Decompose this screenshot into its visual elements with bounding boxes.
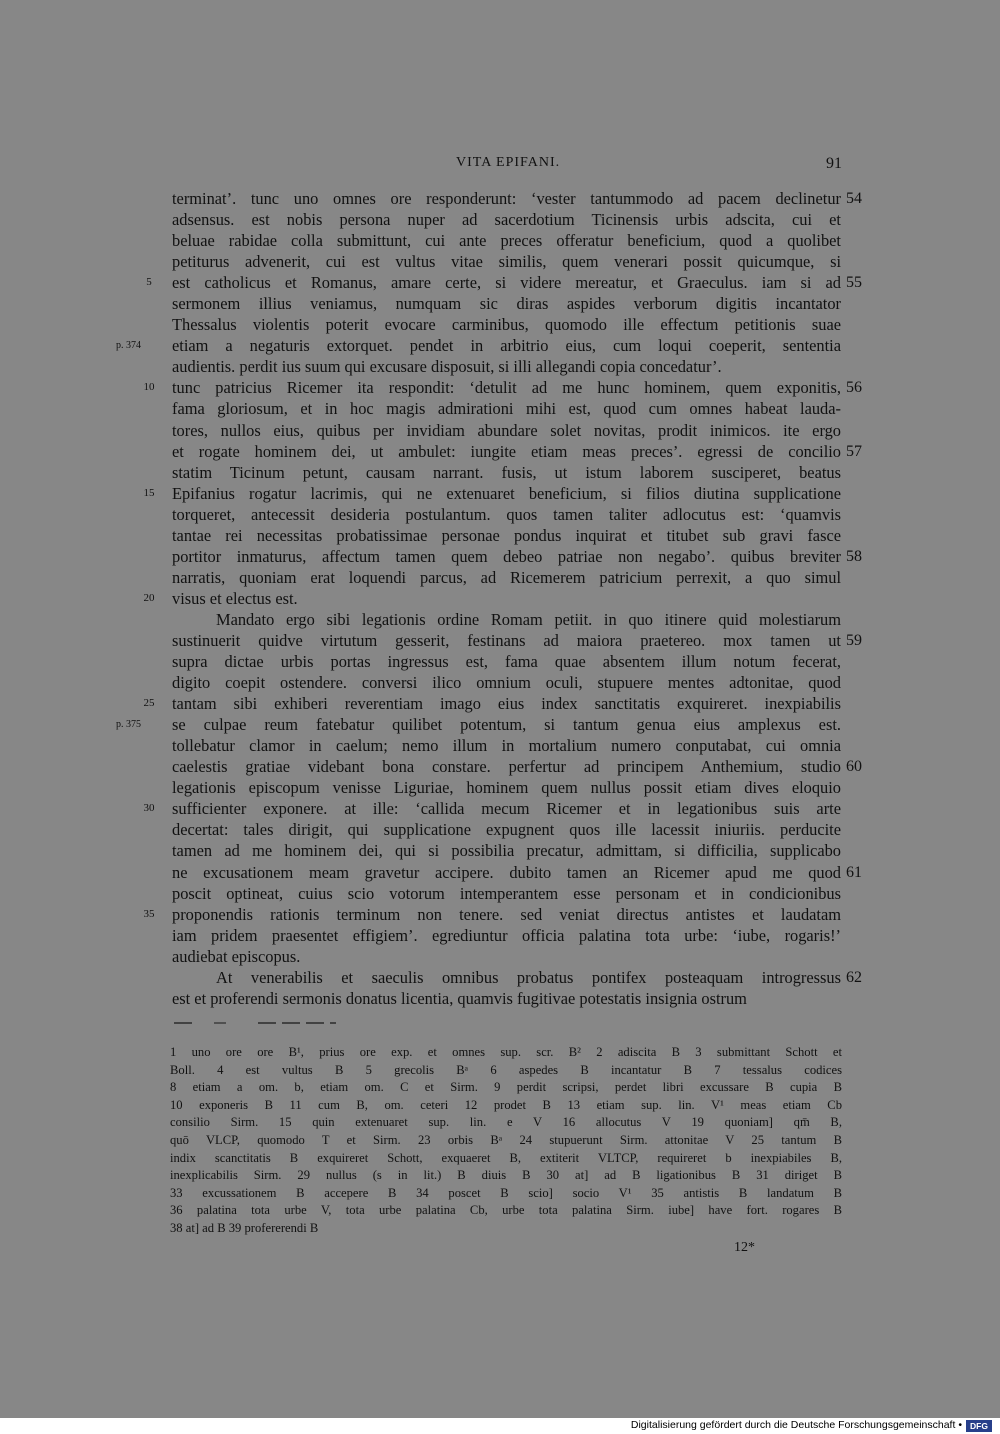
- funding-credit: Digitalisierung gefördert durch die Deutsche Forschungsgemeinschaft •: [630, 1419, 962, 1431]
- line-number: 10: [143, 381, 155, 394]
- critical-apparatus: [0, 1044, 1000, 1238]
- line-text: sufficienter exponere. at ille: ‘callida mecum Ricemer et in legationibus suis arte: [172, 799, 841, 819]
- line-text: statim Ticinum petunt, causam narrant. fusis, ut istum laborem susciperet, beatus: [172, 462, 841, 482]
- line-number: 5: [146, 276, 152, 289]
- line-text: etiam a negaturis extorquet. pendet in arbitrio eius, cum loqui coeperit, sententia: [172, 336, 841, 356]
- line-text: se culpae reum fatebatur quilibet potentum, si tantum genua eius amplexus est.: [172, 715, 841, 735]
- section-number: 58: [846, 547, 862, 565]
- section-number: 55: [846, 274, 862, 292]
- running-header-title: VITA EPIFANI.: [456, 155, 561, 170]
- text-line: [0, 967, 1000, 988]
- text-line: [0, 840, 1000, 861]
- text-line: [0, 735, 1000, 756]
- note-text: indix scanctitatis B exquireret Schott, exquaeret B, extiterit VLTCP, requireret b inexpiabiles B,: [170, 1150, 842, 1165]
- line-text: tores, nullos eius, quibus per invidiam abundare solet novitas, prodit inimicos. ite ergo: [172, 420, 841, 440]
- text-line: [0, 209, 1000, 230]
- line-text: legationis episcopum venisse Liguriae, hominem quem nullus possit etiam dives eloquio: [172, 778, 841, 798]
- note-line: [0, 1150, 1000, 1168]
- text-line: [0, 293, 1000, 314]
- line-text: Epifanius rogatur lacrimis, qui ne extenuaret beneficium, si filios diutina supplicatione: [172, 483, 841, 503]
- line-text: tantam sibi exhiberi reverentiam imago eius index sanctitatis exquireret. inexpiabilis: [172, 694, 841, 714]
- line-text: petiturus advenerit, cui est vultus vitae similis, quem venerari possit quicumque, si: [172, 252, 841, 272]
- line-text: digito coepit ostendere. conversi ilico omnium oculi, stupuere mentes adtonitae, quod: [172, 673, 841, 693]
- text-line: [0, 609, 1000, 630]
- section-number: 62: [846, 968, 862, 986]
- text-line: [0, 356, 1000, 377]
- line-text: fama gloriosum, et in hoc magis admirationi mihi est, quod cum omnes habeat lauda-: [172, 399, 841, 419]
- line-text: tollebatur clamor in caelum; nemo illum in mortalium numero conputabat, cui omnia: [172, 736, 841, 756]
- note-text: 36 palatina tota urbe V, tota urbe palatina Cb, urbe tota palatina Sirm. iube] have fort. rogares B: [170, 1203, 842, 1218]
- line-text: caelestis gratiae videbant bona constare. perfertur ad principem Anthemium, studio: [172, 757, 841, 777]
- line-text: At venerabilis et saeculis omnibus probatus pontifex posteaquam introgressus: [216, 967, 841, 987]
- text-line: [0, 777, 1000, 798]
- line-text: tamen ad me hominem dei, qui si possibilia precatur, admittam, si difficilia, supplicabo: [172, 841, 841, 861]
- text-line: [0, 672, 1000, 693]
- text-line: [0, 588, 1000, 609]
- text-line: [0, 462, 1000, 483]
- section-number: 60: [846, 758, 862, 776]
- text-line: [0, 925, 1000, 946]
- text-line: [0, 377, 1000, 398]
- footnote-separator: [174, 1017, 336, 1029]
- note-text: Boll. 4 est vultus B 5 grecolis Bᵃ 6 aspedes B incantatur B 7 tessalus codices: [170, 1062, 842, 1077]
- text-line: [0, 819, 1000, 840]
- note-text: 33 excussationem B accepere B 34 poscet B scio] socio V¹ 35 antistis B landatum B: [170, 1185, 842, 1200]
- text-line: [0, 314, 1000, 335]
- text-line: [0, 798, 1000, 819]
- text-line: [0, 862, 1000, 883]
- line-number: 20: [143, 591, 155, 604]
- text-line: [0, 904, 1000, 925]
- text-line: [0, 272, 1000, 293]
- section-number: 61: [846, 863, 862, 881]
- line-text: portitor inmaturus, affectum tamen quem debeo patriae non negabo’. quibus breviter: [172, 546, 841, 566]
- text-line: [0, 251, 1000, 272]
- text-line: [0, 398, 1000, 419]
- section-number: 54: [846, 190, 862, 207]
- section-number: 59: [846, 631, 862, 649]
- note-line: [0, 1202, 1000, 1220]
- line-number: 15: [143, 486, 155, 499]
- line-text: est catholicus et Romanus, amare certe, si videre mereatur, et Graeculus. iam si ad: [172, 273, 841, 293]
- dfg-logo: DFG: [966, 1420, 992, 1432]
- note-line: [0, 1220, 1000, 1238]
- text-line: [0, 567, 1000, 588]
- line-number: 25: [143, 697, 155, 710]
- page-number: 91: [826, 155, 842, 172]
- text-line: [0, 756, 1000, 777]
- note-text: consilio Sirm. 15 quin extenuaret sup. lin. e V 16 allocutus V 19 quoniam] qm̄ B,: [170, 1115, 842, 1130]
- line-text: sermonem illius veniamus, numquam sic diras aspides verborum digitis incantator: [172, 294, 841, 314]
- text-line: [0, 335, 1000, 356]
- text-line: [0, 546, 1000, 567]
- line-text: Mandato ergo sibi legationis ordine Romam petiit. in quo itinere quid molestiarum: [216, 609, 841, 629]
- line-text: audientis. perdit ius suum qui excusare disposuit, si illi allegandi copia concedatur’.: [172, 357, 722, 377]
- note-line: [0, 1132, 1000, 1150]
- signature-mark: 12*: [734, 1240, 755, 1255]
- line-text: est et proferendi sermonis donatus licentia, quamvis fugitivae potestatis insignia ostrum: [172, 988, 747, 1008]
- text-line: [0, 420, 1000, 441]
- line-text: tantae rei necessitas probatissimae personae pondus inquirat et titubet sub gravi fasce: [172, 525, 841, 545]
- line-text: narratis, quoniam erat loquendi parcus, ad Ricemerem patricium perrexit, a quo simul: [172, 567, 841, 587]
- line-text: iam pridem praesentet effigiem’. egrediuntur officia palatina tota urbe: ‘iube, rogaris!’: [172, 925, 841, 945]
- line-text: decertat: tales dirigit, qui supplicatione expugnent quos ille lacessit iniuriis. perducite: [172, 820, 841, 840]
- text-line: [0, 946, 1000, 967]
- line-number: 30: [143, 802, 155, 815]
- line-text: beluae rabidae colla submittunt, cui ante preces offeratur beneficium, quod a quolibet: [172, 231, 841, 251]
- note-text: quō VLCP, quomodo T et Sirm. 23 orbis Bᵃ 24 stupuerunt Sirm. attonitae V 25 tantum B: [170, 1132, 842, 1147]
- note-line: [0, 1114, 1000, 1132]
- line-text: ne excusationem meam gravetur accipere. dubito tamen an Ricemer apud me quod: [172, 862, 841, 882]
- page-reference: p. 375: [116, 719, 141, 731]
- text-line: [0, 188, 1000, 209]
- section-number: 56: [846, 379, 862, 397]
- note-line: [0, 1079, 1000, 1097]
- note-text: 10 exponeris B 11 cum B, om. ceteri 12 prodet B 13 etiam sup. lin. V¹ meas etiam Cb: [170, 1097, 842, 1112]
- line-text: poscit optineat, cuius scio votorum intemperantem esse personam et in condicionibus: [172, 883, 841, 903]
- main-text: [0, 188, 1000, 1009]
- line-text: Thessalus violentis poterit evocare carminibus, quomodo ille effectum petitionis suae: [172, 315, 841, 335]
- section-number: 57: [846, 442, 862, 460]
- line-text: audiebat episcopus.: [172, 946, 301, 966]
- text-line: [0, 504, 1000, 525]
- line-number: 35: [143, 907, 155, 920]
- text-line: [0, 483, 1000, 504]
- line-text: supra dictae urbis portas ingressus est, fama quae absentem illum notum fecerat,: [172, 652, 841, 672]
- note-text: 38 at] ad B 39 profererendi B: [170, 1220, 319, 1235]
- line-text: adsensus. est nobis persona nuper ad sacerdotium Ticinensis urbis adscita, cui et: [172, 210, 841, 230]
- line-text: tunc patricius Ricemer ita respondit: ‘detulit ad me hunc hominem, quem exponitis,: [172, 378, 841, 398]
- note-line: [0, 1044, 1000, 1062]
- note-text: 8 etiam a om. b, etiam om. C et Sirm. 9 perdit scripsi, perdet libri excussare B cupia B: [170, 1080, 842, 1095]
- note-line: [0, 1167, 1000, 1185]
- text-line: [0, 883, 1000, 904]
- text-line: [0, 714, 1000, 735]
- line-text: torqueret, antecessit desideria postulantum. quos tamen taliter adlocutus est: ‘quamvis: [172, 504, 841, 524]
- text-line: [0, 230, 1000, 251]
- text-line: [0, 988, 1000, 1009]
- text-line: [0, 693, 1000, 714]
- line-text: et rogate hominem dei, ut ambulet: iungite etiam meas preces’. egressi de concilio: [172, 441, 841, 461]
- page-reference: p. 374: [116, 340, 141, 352]
- note-line: [0, 1062, 1000, 1080]
- footer-bar: [0, 1418, 1000, 1434]
- line-text: visus et electus est.: [172, 588, 298, 608]
- note-text: inexplicabilis Sirm. 29 nullus (s in lit.) B diuis B 30 at] ad B ligationibus B 31 diriget B: [170, 1168, 842, 1183]
- note-line: [0, 1185, 1000, 1203]
- text-line: [0, 651, 1000, 672]
- text-line: [0, 630, 1000, 651]
- text-line: [0, 525, 1000, 546]
- line-text: proponendis rationis terminum non tenere. sed veniat directus antistes et laudatam: [172, 904, 841, 924]
- line-text: sustinuerit quidve virtutum gesserit, festinans ad maiora praetereo. mox tamen ut: [172, 630, 841, 650]
- note-line: [0, 1097, 1000, 1115]
- text-line: [0, 441, 1000, 462]
- note-text: 1 uno ore ore B¹, prius ore exp. et omnes sup. scr. B² 2 adiscita B 3 submittant Schott et: [170, 1045, 842, 1059]
- line-text: terminat’. tunc uno omnes ore responderunt: ‘vester tantummodo ad pacem declinetur: [172, 189, 841, 208]
